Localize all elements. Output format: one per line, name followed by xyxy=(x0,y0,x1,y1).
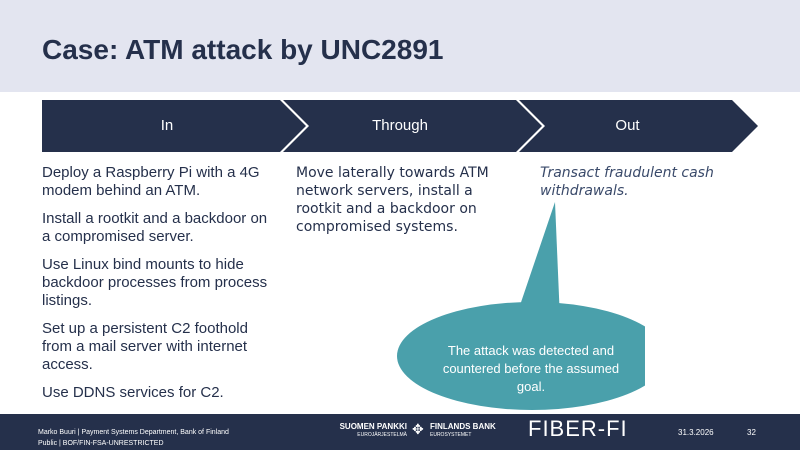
footer-classification: Public | BOF/FIN-FSA-UNRESTRICTED xyxy=(38,440,164,447)
in-item: Use Linux bind mounts to hide backdoor processes from process listings. xyxy=(42,256,268,309)
in-item: Install a rootkit and a backdoor on a compromised server. xyxy=(42,210,268,245)
footer-info xyxy=(38,427,229,449)
through-text: Move laterally towards ATM network servers, install a rootkit and a backdoor on compromised systems. xyxy=(296,165,489,235)
in-column xyxy=(42,164,277,412)
in-item: Use DDNS services for C2. xyxy=(42,384,224,401)
fiber-fi-logo: FIBER-FI xyxy=(528,416,628,441)
brand-fi-name: SUOMEN PANKKI xyxy=(339,422,407,431)
in-item: Set up a persistent C2 foothold from a mail server with internet access. xyxy=(42,320,248,373)
crest-icon: ✥ xyxy=(412,421,424,437)
brand-en-name: FINLANDS BANK xyxy=(430,422,496,431)
slide-title: Case: ATM attack by UNC2891 xyxy=(42,34,444,65)
page-number: 32 xyxy=(747,428,756,437)
stage-label-in: In xyxy=(160,117,174,134)
slide-date: 31.3.2026 xyxy=(678,428,714,437)
brand-fi xyxy=(337,422,407,438)
stage-label-out: Out xyxy=(615,117,640,134)
callout-text: The attack was detected and countered before the assumed goal. xyxy=(442,343,620,394)
brand-en xyxy=(430,422,510,438)
in-item: Deploy a Raspberry Pi with a 4G modem behind an ATM. xyxy=(42,164,260,199)
out-text: Transact fraudulent cash withdrawals. xyxy=(540,165,714,199)
brand-en-sub: EUROSYSTEMET xyxy=(430,432,472,438)
footer-author: Marko Buuri | Payment Systems Department, Bank of Finland xyxy=(38,429,229,436)
brand-fi-sub: EUROJÄRJESTELMÄ xyxy=(357,432,407,438)
stage-label-through: Through xyxy=(372,117,428,134)
